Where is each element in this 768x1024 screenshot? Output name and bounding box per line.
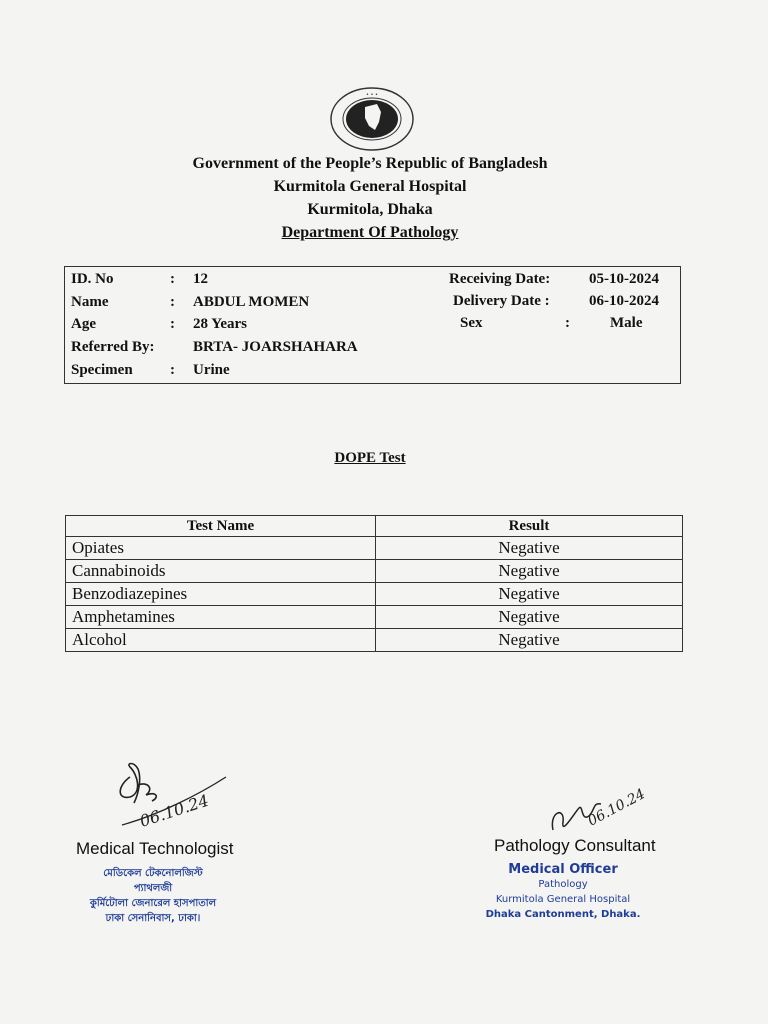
- header-hospital: Kurmitola General Hospital: [273, 178, 467, 195]
- result-cell: Negative: [376, 537, 683, 560]
- table-header-row: [66, 516, 683, 537]
- consultant-signature-date: 06.10.24: [585, 786, 648, 830]
- table-row: [66, 629, 683, 652]
- test-name-cell: Opiates: [66, 537, 376, 560]
- colon: :: [170, 316, 175, 332]
- col-result: Result: [376, 516, 683, 537]
- receiving-date-label: Receiving Date:: [449, 271, 551, 287]
- age-label: Age: [71, 316, 96, 332]
- government-seal-icon: [329, 86, 415, 152]
- technologist-signature-date: 06.10.24: [137, 790, 211, 831]
- colon: :: [170, 294, 175, 310]
- test-title: DOPE Test: [334, 450, 406, 466]
- referred-value: BRTA- JOARSHAHARA: [193, 339, 358, 355]
- id-value: 12: [193, 271, 208, 287]
- sex-value: Male: [610, 315, 643, 331]
- stamp-line: কুর্মিটোলা জেনারেল হাসপাতাল: [89, 898, 217, 909]
- name-value: ABDUL MOMEN: [193, 294, 310, 310]
- table-row: [66, 537, 683, 560]
- colon: :: [170, 271, 175, 287]
- result-cell: Negative: [376, 629, 683, 652]
- results-table: [65, 515, 683, 652]
- col-test-name: Test Name: [66, 516, 376, 537]
- medical-technologist-title: Medical Technologist: [76, 839, 234, 858]
- specimen-value: Urine: [193, 362, 230, 378]
- technologist-stamp: [68, 866, 238, 926]
- test-name-cell: Amphetamines: [66, 606, 376, 629]
- colon: :: [170, 362, 175, 378]
- result-cell: Negative: [376, 583, 683, 606]
- stamp-line: Dhaka Cantonment, Dhaka.: [485, 909, 641, 920]
- stamp-line: মেডিকেল টেকনোলজিস্ট: [103, 868, 203, 879]
- specimen-label: Specimen: [71, 362, 133, 378]
- pathology-consultant-title: Pathology Consultant: [494, 836, 656, 855]
- consultant-signature: [545, 782, 665, 842]
- receiving-date-value: 05-10-2024: [589, 271, 659, 287]
- technologist-signature: [108, 755, 238, 840]
- result-cell: Negative: [376, 560, 683, 583]
- stamp-line: Pathology: [538, 879, 588, 890]
- colon: :: [565, 315, 570, 331]
- svg-text:• • •: • • •: [365, 92, 379, 98]
- delivery-date-label: Delivery Date :: [453, 293, 550, 309]
- table-row: [66, 583, 683, 606]
- result-cell: Negative: [376, 606, 683, 629]
- delivery-date-value: 06-10-2024: [589, 293, 659, 309]
- stamp-line: Kurmitola General Hospital: [495, 894, 631, 905]
- name-label: Name: [71, 294, 109, 310]
- test-name-cell: Benzodiazepines: [66, 583, 376, 606]
- header-government: Government of the People’s Republic of Bangladesh: [192, 155, 548, 172]
- referred-label: Referred By:: [71, 339, 155, 355]
- consultant-stamp: [478, 862, 648, 922]
- stamp-line: Medical Officer: [508, 862, 618, 877]
- stamp-line: ঢাকা সেনানিবাস, ঢাকা।: [105, 913, 201, 924]
- header-department: Department Of Pathology: [281, 224, 459, 241]
- stamp-line: প্যাথলজী: [133, 883, 173, 894]
- test-name-cell: Cannabinoids: [66, 560, 376, 583]
- age-value: 28 Years: [193, 316, 248, 332]
- table-row: [66, 560, 683, 583]
- sex-label: Sex: [460, 315, 483, 331]
- table-row: [66, 606, 683, 629]
- header-location: Kurmitola, Dhaka: [307, 201, 433, 218]
- test-name-cell: Alcohol: [66, 629, 376, 652]
- id-label: ID. No: [71, 271, 114, 287]
